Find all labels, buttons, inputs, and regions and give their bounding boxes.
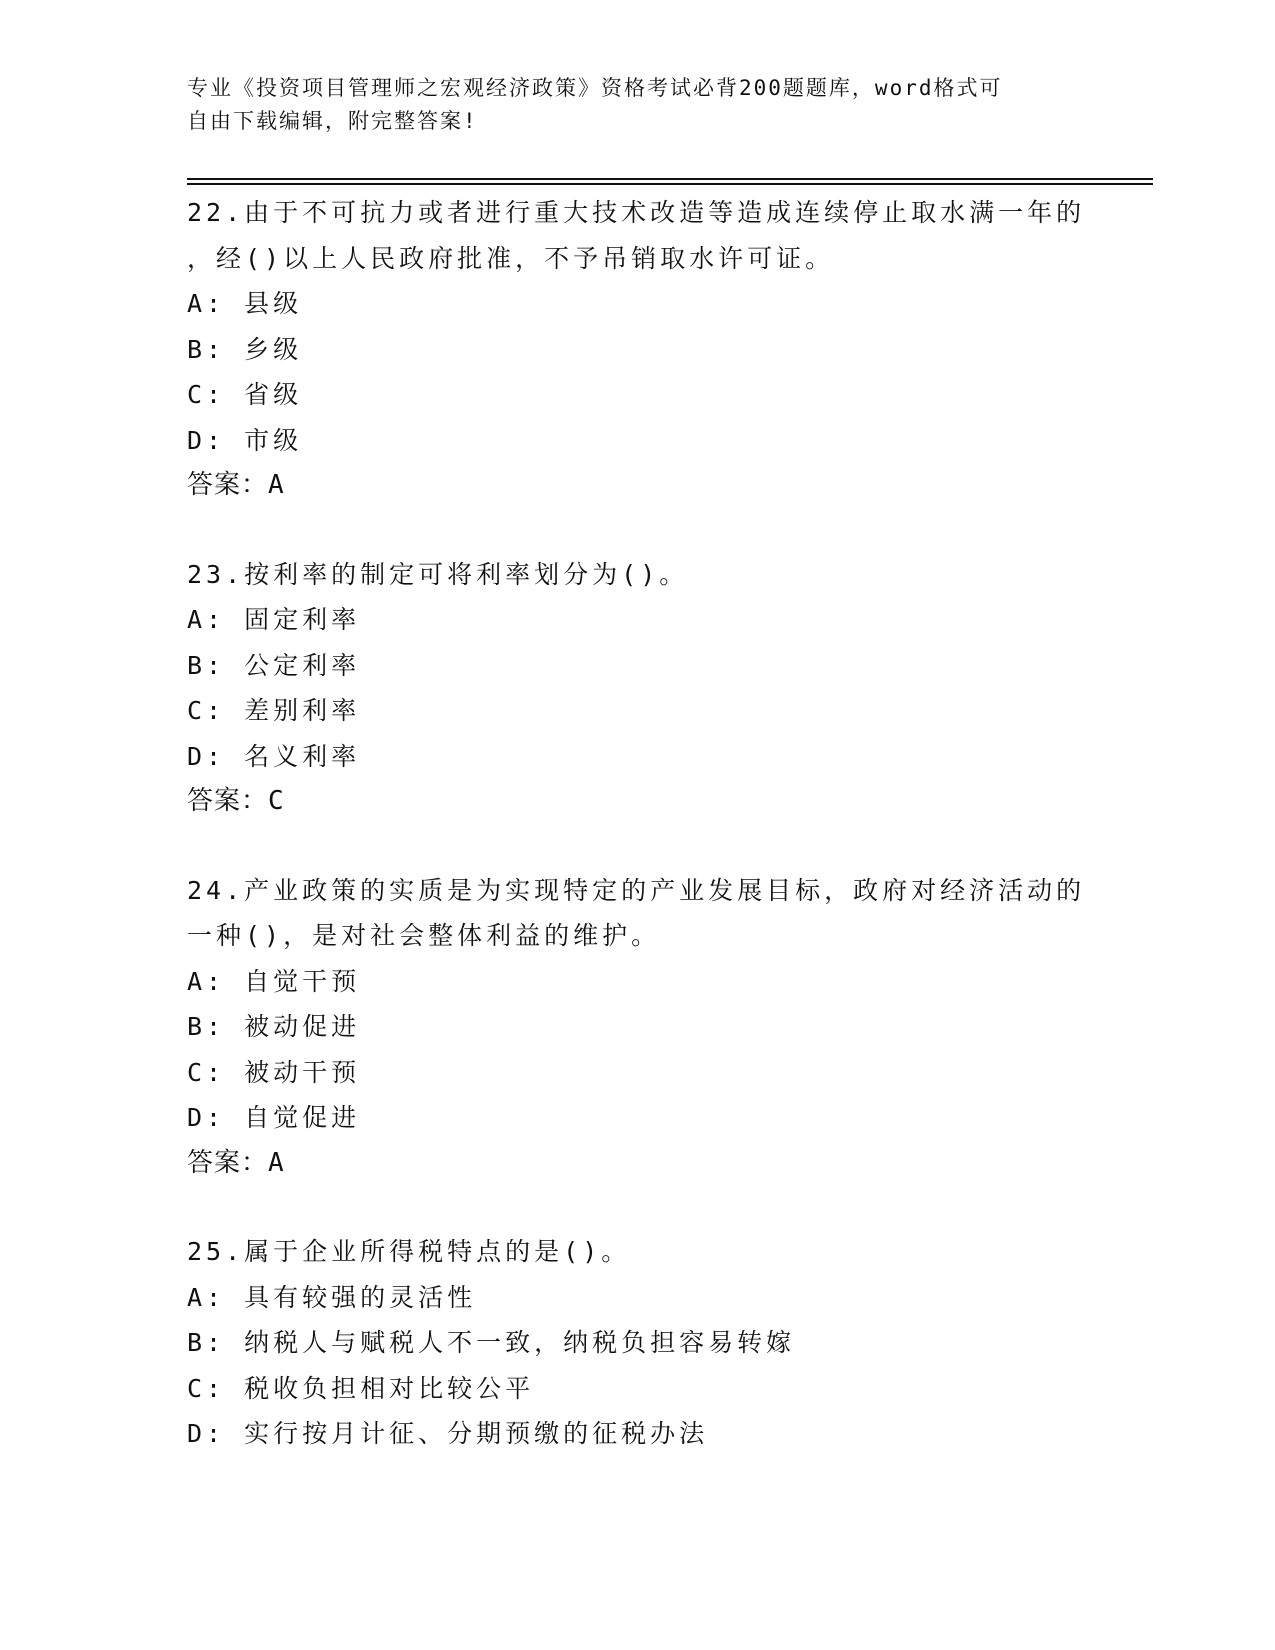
answer-label: 答案： [187, 786, 269, 816]
question-24 [187, 868, 1087, 1187]
question-list [187, 190, 1087, 1500]
option-a: A: 县级 [187, 289, 303, 318]
question-stem: 23.按利率的制定可将利率划分为()。 [187, 559, 689, 589]
answer-line [187, 779, 1087, 825]
option-d: D: 名义利率 [187, 741, 361, 771]
answer-value: C [268, 786, 285, 816]
question-stem: 25.属于企业所得税特点的是()。 [187, 1237, 631, 1266]
answer-line [187, 1141, 1087, 1187]
option-b: B: 被动促进 [187, 1012, 361, 1041]
question-stem: 22.由于不可抗力或者进行重大技术改造等造成连续停止取水满一年的 [187, 198, 1086, 227]
question-stem: 24.产业政策的实质是为实现特定的产业发展目标，政府对经济活动的 [187, 875, 1086, 905]
answer-value: A [268, 1147, 285, 1178]
header-divider-top [187, 178, 1153, 180]
question-23 [187, 552, 1087, 825]
option-a: A: 具有较强的灵活性 [187, 1282, 477, 1312]
document-header [187, 72, 1087, 138]
question-25 [187, 1229, 1087, 1457]
answer-line [187, 463, 1087, 509]
option-a: A: 固定利率 [187, 605, 361, 634]
answer-label: 答案： [187, 1147, 269, 1178]
question-22 [187, 190, 1087, 509]
answer-label: 答案： [187, 470, 269, 500]
header-line-2: 自由下载编辑，附完整答案! [187, 109, 478, 133]
option-c: C: 被动干预 [187, 1057, 361, 1087]
header-divider-bottom [187, 183, 1153, 185]
option-a: A: 自觉干预 [187, 966, 361, 996]
question-stem-continued: 一种()，是对社会整体利益的维护。 [187, 921, 661, 950]
option-d: D: 自觉促进 [187, 1103, 361, 1132]
option-b: B: 纳税人与赋税人不一致，纳税负担容易转嫁 [187, 1328, 796, 1357]
header-line-1: 专业《投资项目管理师之宏观经济政策》资格考试必背200题题库，word格式可 [187, 76, 1003, 100]
option-c: C: 税收负担相对比较公平 [187, 1373, 535, 1403]
option-b: B: 公定利率 [187, 650, 361, 680]
option-c: C: 省级 [187, 380, 303, 409]
option-c: C: 差别利率 [187, 696, 361, 725]
option-d: D: 市级 [187, 425, 303, 455]
question-stem-continued: ，经()以上人民政府批准，不予吊销取水许可证。 [187, 243, 835, 273]
answer-value: A [268, 470, 285, 500]
option-d: D: 实行按月计征、分期预缴的征税办法 [187, 1419, 709, 1448]
option-b: B: 乡级 [187, 334, 303, 364]
